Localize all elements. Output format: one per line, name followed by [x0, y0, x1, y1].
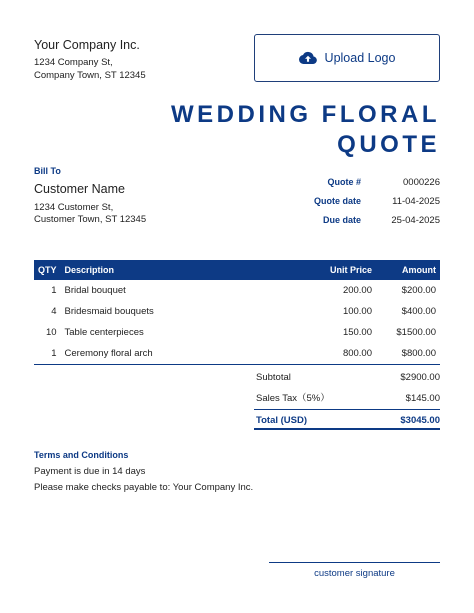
signature-label: customer signature [314, 568, 395, 579]
row-description: Ceremony floral arch [61, 343, 286, 364]
row-qty: 1 [34, 343, 61, 364]
tax-row [254, 388, 440, 409]
row-qty: 10 [45, 327, 57, 338]
signature-line [269, 562, 440, 563]
due-date-label: Due date [322, 215, 361, 225]
document-title-line2: QUOTE [337, 131, 440, 158]
qty-header: QTY [38, 265, 57, 275]
company-name: Your Company Inc. [34, 38, 140, 52]
upload-logo-button[interactable] [254, 34, 440, 82]
customer-address-line1: 1234 Customer St, [34, 202, 114, 213]
row-amount: $1500.00 [396, 327, 436, 338]
unit-price-header: Unit Price [329, 265, 372, 275]
row-amount: $400.00 [401, 306, 436, 317]
amount-header: Amount [402, 265, 436, 275]
quote-date-row [240, 196, 440, 210]
tax-value: $145.00 [405, 393, 440, 404]
quote-number-row [240, 177, 440, 191]
quote-number-label: Quote # [327, 177, 361, 187]
document-title [140, 100, 440, 160]
total-row [254, 409, 440, 430]
quote-date-label: Quote date [313, 196, 361, 206]
terms-heading: Terms and Conditions [34, 450, 129, 460]
quote-number-value: 0000226 [403, 177, 440, 188]
terms-line2: Please make checks payable to: Your Company Inc. [34, 482, 254, 493]
row-amount: $800.00 [376, 343, 440, 364]
table-row [34, 280, 440, 301]
table-row [34, 343, 440, 364]
row-unit-price: 800.00 [286, 343, 376, 364]
row-unit-price: 200.00 [342, 285, 372, 296]
total-label: Total (USD) [256, 415, 308, 426]
tax-label: Sales Tax（5%） [256, 393, 330, 404]
row-unit-price: 150.00 [342, 327, 372, 338]
cloud-upload-icon [299, 51, 317, 65]
company-address-line1: 1234 Company St, [34, 57, 113, 68]
document-title-line1: WEDDING FLORAL [171, 101, 440, 128]
company-address-line2: Company Town, ST 12345 [34, 70, 146, 81]
row-amount: $200.00 [401, 285, 436, 296]
row-description: Bridesmaid bouquets [64, 306, 154, 317]
upload-logo-label: Upload Logo [324, 51, 396, 65]
due-date-value: 25-04-2025 [391, 215, 440, 226]
table-row [34, 301, 440, 322]
subtotal-row [254, 367, 440, 388]
row-description: Bridal bouquet [64, 285, 126, 296]
quote-date-value: 11-04-2025 [392, 196, 440, 207]
row-qty: 4 [51, 306, 57, 317]
totals-section [254, 367, 440, 430]
table-header-row [34, 260, 440, 280]
description-header: Description [64, 265, 115, 275]
subtotal-value: $2900.00 [400, 372, 440, 383]
terms-line1: Payment is due in 14 days [34, 466, 146, 477]
line-items-table [34, 260, 440, 365]
row-qty: 1 [51, 285, 57, 296]
subtotal-label: Subtotal [256, 372, 291, 383]
customer-name: Customer Name [34, 182, 125, 196]
customer-address-line2: Customer Town, ST 12345 [34, 214, 147, 225]
row-unit-price: 100.00 [342, 306, 372, 317]
row-description: Table centerpieces [64, 327, 144, 338]
bill-to-label: Bill To [34, 166, 61, 176]
total-value: $3045.00 [400, 415, 440, 426]
due-date-row [240, 215, 440, 229]
table-row [34, 322, 440, 343]
